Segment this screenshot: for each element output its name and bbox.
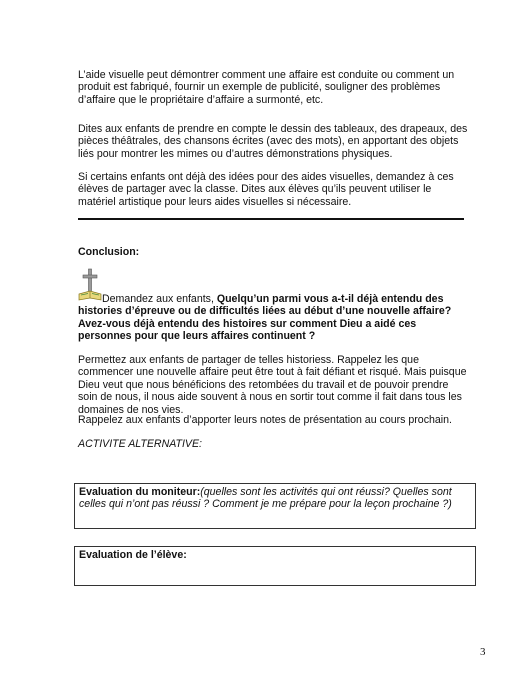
monitor-evaluation-text	[79, 486, 459, 511]
section-divider	[78, 218, 464, 220]
page-number: 3	[480, 646, 486, 658]
ideas-paragraph: Si certains enfants ont déjà des idées pour des aides visuelles, demandez à ces élèves de partager avec la classe. Dites aux élèves qu’ils peuvent utiliser le matériel artistique pour leurs aides visuelles si nécessaire.	[78, 171, 454, 208]
monitor-evaluation-label: Evaluation du moniteur:	[79, 486, 201, 498]
reminder-paragraph: Rappelez aux enfants d’apporter leurs notes de présentation au cours prochain.	[78, 414, 452, 426]
share-paragraph: Permettez aux enfants de partager de telles historiess. Rappelez les que commencer une nouvelle affaire peut être tout à fait défiant et risqué. Mais puisque Dieu veut que nous bénéficions des retombées du travail et de pouvoir prendre soin de nous, il nous aide souvent à nous en sortir tout comme il fait dans tous les domaines de nos vies.	[78, 354, 467, 416]
student-evaluation-box	[74, 546, 476, 586]
alternative-activity-label: ACTIVITE ALTERNATIVE:	[78, 438, 203, 450]
monitor-evaluation-box	[74, 483, 476, 529]
question-text: Quelqu’un parmi vous a-t-il déjà entendu des histories d’épreuve ou de difficultés liées au début d’une nouvelle affaire? Avez-vous déjà entendu des histoires sur comment Dieu a aidé ces personnes pour que leurs affaires continuent ?	[78, 293, 452, 343]
question-intro: Demandez aux enfants,	[102, 293, 217, 305]
instructions-paragraph: Dites aux enfants de prendre en compte le dessin des tableaux, des drapeaux, des pièces théâtrales, des chansons écrites (avec des mots), en apportant des objets liés pour montrer les mimes ou d’autres démonstrations physiques.	[78, 123, 468, 160]
student-evaluation-label: Evaluation de l’élève:	[79, 549, 187, 561]
visual-aid-paragraph: L’aide visuelle peut démontrer comment une affaire est conduite ou comment un produit est fabriqué, fournir un exemple de publicité, souligner des problèmes d’affaire que le propriétaire d’affaire a surmonté, etc.	[78, 69, 455, 106]
monitor-evaluation-prompt: (quelles sont les activités qui ont réussi? Quelles sont celles qui n’ont pas réussi ? Comment je me prépare pour la leçon prochaine ?)	[79, 486, 452, 511]
conclusion-question	[78, 293, 470, 343]
conclusion-heading: Conclusion:	[78, 246, 140, 258]
